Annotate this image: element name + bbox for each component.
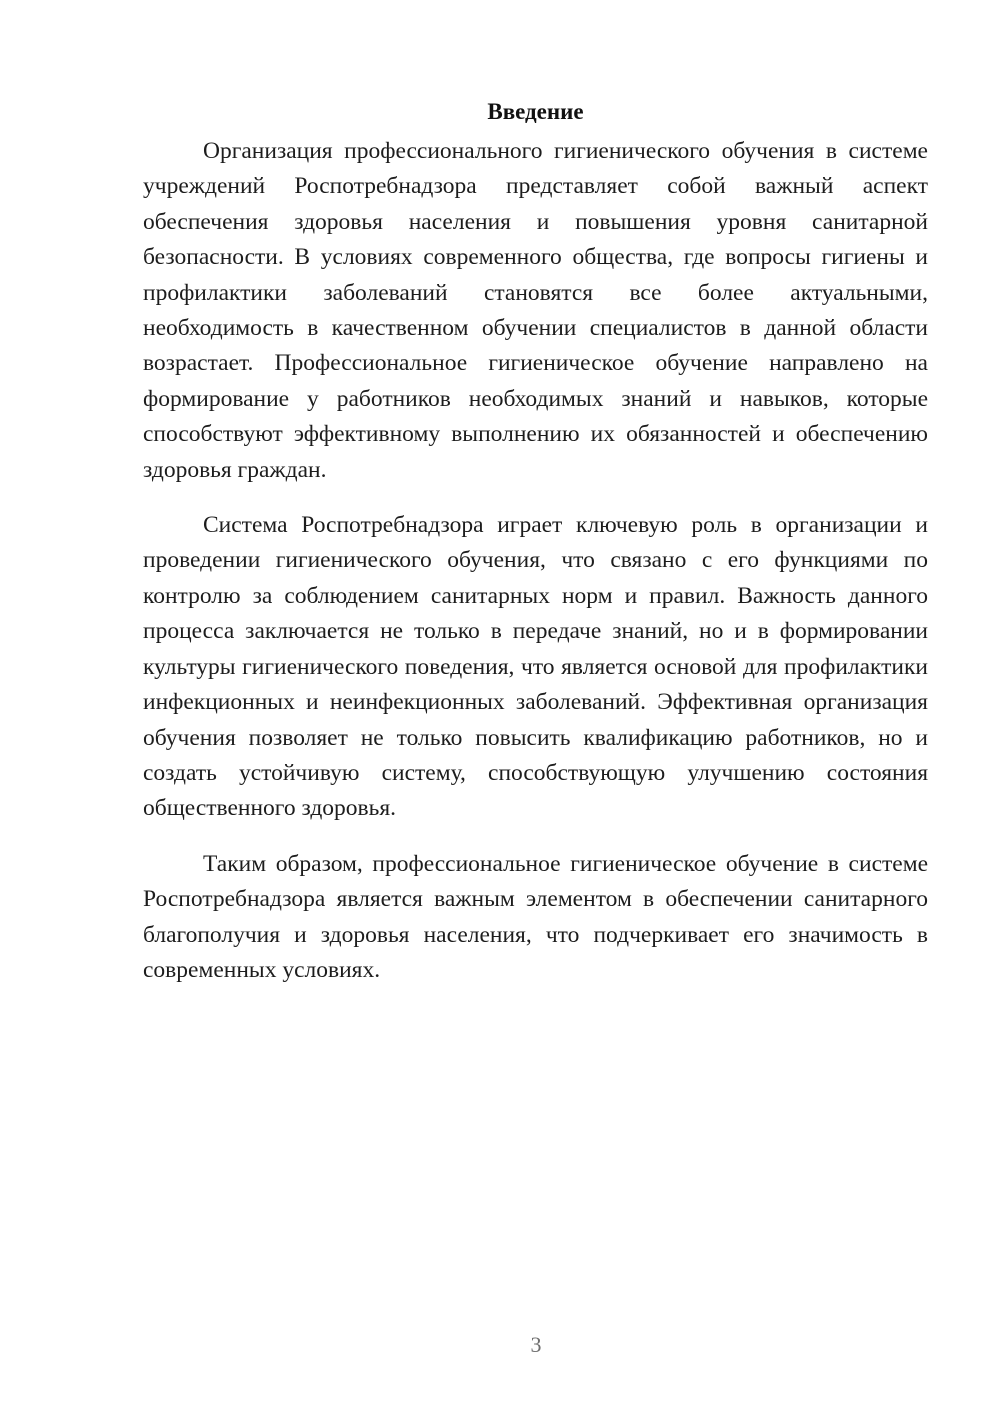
page-number: 3 bbox=[530, 1332, 542, 1357]
paragraph-2: Система Роспотребнадзора играет ключевую роль в организации и проведении гигиенического обучения, что связано с его функциями по контролю за соблюдением санитарных норм и правил. Важность данного процесса заключается не только в передаче знаний, но и в формировании культуры гигиенического поведения, что является основой для профилактики инфекционных и неинфекционных заболеваний. Эффективная организация обучения позволяет не только повысить квалификацию работников, но и создать устойчивую систему, способствующую улучшению состояния общественного здоровья. bbox=[143, 512, 928, 822]
section-heading: Введение bbox=[487, 99, 584, 124]
paragraph-3: Таким образом, профессиональное гигиеническое обучение в системе Роспотребнадзора является важным элементом в обеспечении санитарного благополучия и здоровья населения, что подчеркивает его значимость в современных условиях. bbox=[143, 850, 928, 983]
paragraph-1: Организация профессионального гигиенического обучения в системе учреждений Роспотребнадзора представляет собой важный аспект обеспечения здоровья населения и повышения уровня санитарной безопасности. В условиях современного общества, где вопросы гигиены и профилактики заболеваний становятся все более актуальными, необходимость в качественном обучении специалистов в данной области возрастает. Профессиональное гигиеническое обучение направлено на формирование у работников необходимых знаний и навыков, которые способствуют эффективному выполнению их обязанностей и обеспечению здоровья граждан. bbox=[143, 138, 928, 483]
page-content bbox=[143, 96, 928, 988]
